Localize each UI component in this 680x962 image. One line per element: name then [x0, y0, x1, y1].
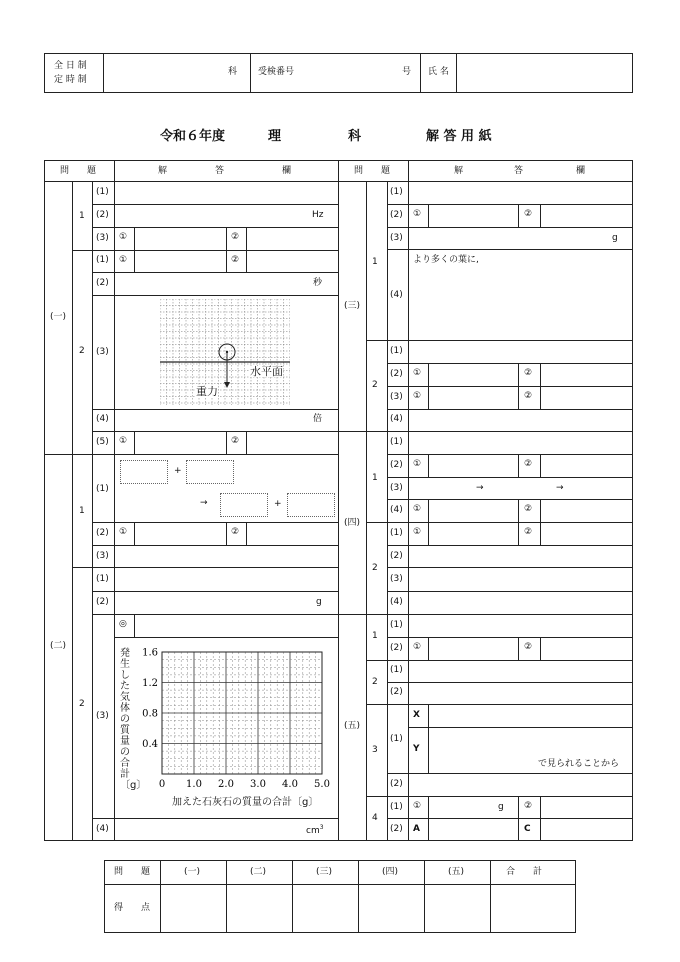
section-1-label: (一) — [50, 312, 67, 322]
q5-3-y-answer[interactable] — [430, 729, 630, 759]
q5-1-2-label: (2) — [390, 643, 403, 653]
name-field[interactable] — [458, 56, 630, 90]
system-zennichi: 全 日 制 — [54, 61, 87, 71]
q5-2-num: 2 — [372, 677, 378, 687]
q3-1-2-answer2[interactable] — [542, 206, 630, 225]
col-kaito-left-3: 欄 — [282, 166, 292, 176]
q4-2-num: 2 — [372, 563, 378, 573]
q4-2-1-label: (1) — [390, 528, 403, 538]
eq-box-2[interactable] — [186, 460, 234, 484]
q4-1-4-answer2[interactable] — [542, 501, 630, 520]
eq-arrow: → — [200, 498, 208, 508]
unit-cm3: $cm^3$ — [306, 824, 324, 836]
q4-1-1-label: (1) — [390, 437, 403, 447]
q3-2-3-label: (3) — [390, 392, 403, 402]
graph-xtick-label: 0 — [158, 779, 166, 790]
score-col-2: (二) — [250, 867, 267, 877]
q1-2-2-answer[interactable] — [116, 274, 306, 293]
q1-2-5-answer1[interactable] — [136, 433, 224, 452]
q5-1-num: 1 — [372, 631, 378, 641]
col-kaito-left-1: 解 — [158, 166, 168, 176]
q4-2-1-mark1: ① — [413, 527, 422, 537]
q4-2-4-label: (4) — [390, 597, 403, 607]
score-cell-1[interactable] — [162, 886, 224, 931]
q3-1-1-label: (1) — [390, 187, 403, 197]
q1-1-num: 1 — [79, 211, 85, 221]
q2-2-3-mark: ◎ — [119, 619, 127, 629]
q2-1-3-answer[interactable] — [116, 547, 336, 566]
q5-2-1-label: (1) — [390, 665, 403, 675]
q5-3-2-label: (2) — [390, 779, 403, 789]
q1-1-1-label: (1) — [96, 187, 109, 197]
q4-1-2-mark1: ① — [413, 459, 422, 469]
q5-4-2-label: (2) — [390, 824, 403, 834]
q5-4-2-c-answer[interactable] — [542, 820, 630, 839]
q4-2-1-mark2: ② — [524, 527, 533, 537]
q4-2-3-answer[interactable] — [410, 569, 630, 589]
q2-2-4-label: (4) — [96, 824, 109, 834]
q5-4-1-answer1[interactable] — [430, 798, 496, 817]
q2-1-2-answer2[interactable] — [248, 524, 336, 543]
q5-3-y-suffix: で見られることから — [538, 759, 620, 769]
score-cell-3[interactable] — [294, 886, 356, 931]
q2-1-2-mark1: ① — [119, 527, 128, 537]
q3-1-num: 1 — [372, 257, 378, 267]
ka-label: 科 — [228, 67, 238, 77]
q5-1-2-mark1: ① — [413, 642, 422, 652]
system-teiji: 定 時 制 — [54, 75, 87, 85]
q3-2-4-answer[interactable] — [410, 411, 630, 429]
q4-1-3-answer[interactable] — [410, 479, 630, 497]
q3-2-2-mark2: ② — [524, 368, 533, 378]
eq-box-1[interactable] — [120, 460, 168, 484]
q3-1-2-mark2: ② — [524, 209, 533, 219]
score-cell-5[interactable] — [426, 886, 488, 931]
score-col-1: (一) — [184, 867, 201, 877]
q5-1-1-label: (1) — [390, 620, 403, 630]
q5-3-2-answer[interactable] — [410, 775, 630, 794]
col-mondai-right: 問 題 — [354, 166, 391, 176]
graph-ytick-label: 0.4 — [142, 739, 158, 750]
eq-box-4[interactable] — [287, 493, 335, 517]
q1-1-3-label: (3) — [96, 233, 109, 243]
q4-2-1-answer1[interactable] — [430, 524, 516, 543]
q5-1-2-answer2[interactable] — [542, 639, 630, 658]
q5-4-1-unit-g: g — [498, 802, 504, 812]
q5-4-2-a-label: A — [413, 824, 420, 834]
q5-3-1-label: (1) — [390, 734, 403, 744]
col-mondai-left: 問 題 — [60, 166, 97, 176]
exam-number-label: 受検番号 — [258, 67, 295, 77]
score-cell-4[interactable] — [360, 886, 422, 931]
q3-1-2-label: (2) — [390, 210, 403, 220]
q5-2-2-answer[interactable] — [410, 684, 630, 703]
q4-2-2-label: (2) — [390, 551, 403, 561]
q1-2-1-mark1: ① — [119, 255, 128, 265]
q4-1-3-arrow1: → — [476, 483, 484, 493]
force-diagram-grid[interactable] — [160, 299, 290, 405]
col-kaito-right-3: 欄 — [576, 166, 586, 176]
q1-2-num: 2 — [79, 346, 85, 356]
q5-4-1-label: (1) — [390, 802, 403, 812]
graph-xlabel: 加えた石灰石の質量の合計〔g〕 — [172, 797, 319, 808]
q4-1-2-label: (2) — [390, 460, 403, 470]
q4-1-2-mark2: ② — [524, 459, 533, 469]
q5-4-num: 4 — [372, 813, 378, 823]
q3-2-4-label: (4) — [390, 414, 403, 424]
score-mondai-label: 問 題 — [114, 867, 151, 877]
graph-ytick-label: 0.8 — [142, 708, 158, 720]
gravity-label: 重力 — [196, 385, 218, 398]
q1-2-5-mark1: ① — [119, 436, 128, 446]
unit-sec: 秒 — [313, 278, 323, 288]
section-4-label: (四) — [344, 518, 361, 528]
q2-2-2-label: (2) — [96, 597, 109, 607]
surface-label: 水平面 — [250, 365, 283, 378]
section-3-label: (三) — [344, 301, 361, 311]
q3-2-1-label: (1) — [390, 346, 403, 356]
score-col-3: (三) — [316, 867, 333, 877]
col-kaito-left-2: 答 — [215, 166, 225, 176]
q5-2-1-answer[interactable] — [410, 662, 630, 681]
exam-number-field[interactable] — [300, 56, 400, 90]
q4-1-2-answer2[interactable] — [542, 456, 630, 475]
q1-1-2-answer[interactable] — [116, 206, 306, 226]
q4-2-1-answer2[interactable] — [542, 524, 630, 543]
q5-4-1-answer2[interactable] — [542, 798, 630, 817]
title-sheet: 解 答 用 紙 — [426, 129, 492, 144]
q3-2-3-answer1[interactable] — [430, 388, 516, 407]
q3-1-2-answer1[interactable] — [430, 206, 516, 225]
q5-1-2-answer1[interactable] — [430, 639, 516, 658]
eq-box-3[interactable] — [220, 493, 268, 517]
q1-2-1-label: (1) — [96, 255, 109, 265]
q2-2-1-label: (1) — [96, 574, 109, 584]
q5-1-2-mark2: ② — [524, 642, 533, 652]
q1-2-5-label: (5) — [96, 437, 109, 447]
q5-4-2-c-label: C — [524, 824, 531, 834]
score-cell-2[interactable] — [228, 886, 290, 931]
q2-2-4-answer[interactable] — [116, 820, 306, 839]
q1-2-4-label: (4) — [96, 414, 109, 424]
q5-4-1-mark2: ② — [524, 801, 533, 811]
q3-2-3-mark1: ① — [413, 391, 422, 401]
graph-xtick-label: 3.0 — [250, 779, 266, 790]
q1-2-1-answer2[interactable] — [248, 252, 336, 270]
q1-2-1-mark2: ② — [231, 255, 240, 265]
q3-2-3-answer2[interactable] — [542, 388, 630, 407]
q2-2-1-answer[interactable] — [116, 569, 336, 589]
q3-2-2-answer2[interactable] — [542, 365, 630, 384]
q4-1-4-label: (4) — [390, 505, 403, 515]
title-subject-ka: 科 — [348, 129, 362, 144]
q1-2-4-answer[interactable] — [116, 411, 306, 429]
q4-1-num: 1 — [372, 473, 378, 483]
col-kaito-right-1: 解 — [454, 166, 464, 176]
section-5-label: (五) — [344, 721, 361, 731]
unit-times: 倍 — [313, 414, 323, 424]
q3-1-1-answer[interactable] — [410, 183, 630, 203]
q5-3-num: 3 — [372, 745, 378, 755]
q4-2-4-answer[interactable] — [410, 593, 630, 612]
score-total-label: 合 計 — [506, 867, 543, 877]
q2-1-3-label: (3) — [96, 551, 109, 561]
q2-1-2-answer1[interactable] — [136, 524, 224, 543]
q5-4-1-mark1: ① — [413, 801, 422, 811]
q5-1-1-answer[interactable] — [410, 616, 630, 635]
go-label: 号 — [402, 67, 412, 77]
q4-1-3-arrow2: → — [556, 483, 564, 493]
q4-2-3-label: (3) — [390, 574, 403, 584]
q3-2-2-answer1[interactable] — [430, 365, 516, 384]
q1-1-3-mark2: ② — [231, 232, 240, 242]
q2-2-3-label: (3) — [96, 711, 109, 721]
q3-2-3-mark2: ② — [524, 391, 533, 401]
q5-3-x-answer[interactable] — [430, 706, 630, 725]
name-label: 氏 名 — [428, 67, 449, 77]
score-tokuten-label: 得 点 — [114, 903, 151, 913]
q2-1-2-label: (2) — [96, 528, 109, 538]
q3-1-3-label: (3) — [390, 233, 403, 243]
unit-hz: Hz — [312, 210, 324, 220]
q2-1-2-mark2: ② — [231, 527, 240, 537]
q1-1-3-answer1[interactable] — [136, 229, 224, 248]
q2-1-num: 1 — [79, 506, 85, 516]
graph-xtick-label: 4.0 — [282, 779, 298, 790]
col-kaito-right-2: 答 — [514, 166, 524, 176]
eq-plus-1: + — [174, 466, 182, 476]
q4-1-2-answer1[interactable] — [430, 456, 516, 475]
q1-1-1-answer[interactable] — [116, 183, 336, 203]
unit-g-right: g — [612, 233, 618, 243]
graph-xtick-label: 2.0 — [218, 779, 234, 790]
q1-1-2-label: (2) — [96, 210, 109, 220]
q3-2-1-answer[interactable] — [410, 342, 630, 362]
title-year: 令和６年度 — [160, 129, 226, 144]
section-2-label: (二) — [50, 641, 67, 651]
q1-1-3-mark1: ① — [119, 232, 128, 242]
q5-3-y-label: Y — [413, 744, 420, 754]
q1-2-3-label: (3) — [96, 347, 109, 357]
q3-1-4-label: (4) — [390, 290, 403, 300]
q2-2-2-answer[interactable] — [116, 593, 312, 612]
q1-1-3-answer2[interactable] — [248, 229, 336, 248]
q5-2-2-label: (2) — [390, 687, 403, 697]
graph-ytick-label: 1.6 — [142, 647, 158, 659]
q1-2-2-label: (2) — [96, 278, 109, 288]
graph-ylabel: 発生した気体の質量の合計〔g〕 — [120, 648, 147, 791]
unit-g-left: g — [316, 597, 322, 607]
q3-2-2-label: (2) — [390, 369, 403, 379]
q4-1-3-label: (3) — [390, 483, 403, 493]
q3-1-3-answer[interactable] — [410, 229, 606, 247]
score-cell-total[interactable] — [492, 886, 573, 931]
title-subject-ri: 理 — [268, 129, 282, 144]
q3-2-num: 2 — [372, 380, 378, 390]
graph-ytick-label: 1.2 — [142, 678, 158, 689]
q1-2-5-answer2[interactable] — [248, 433, 336, 452]
score-col-5: (五) — [448, 867, 465, 877]
q5-3-x-label: X — [413, 710, 420, 720]
gas-mass-graph[interactable] — [134, 644, 338, 814]
q2-2-num: 2 — [79, 699, 85, 709]
graph-xtick-label: 1.0 — [186, 779, 202, 790]
q3-1-4-answer[interactable] — [410, 268, 630, 338]
q2-1-1-label: (1) — [96, 484, 109, 494]
graph-xtick-label: 5.0 — [314, 779, 330, 790]
score-col-4: (四) — [382, 867, 399, 877]
q4-1-4-mark1: ① — [413, 504, 422, 514]
q4-1-4-answer1[interactable] — [430, 501, 516, 520]
q3-2-2-mark1: ① — [413, 368, 422, 378]
q5-4-2-a-answer[interactable] — [430, 820, 516, 839]
q1-2-5-mark2: ② — [231, 436, 240, 446]
q3-1-2-mark1: ① — [413, 209, 422, 219]
q1-2-1-answer1[interactable] — [136, 252, 224, 270]
eq-plus-2: + — [274, 499, 282, 509]
q3-1-4-prompt: より多くの葉に, — [413, 255, 479, 265]
q2-2-3-answer[interactable] — [136, 616, 336, 635]
q4-2-2-answer[interactable] — [410, 547, 630, 566]
q4-1-4-mark2: ② — [524, 504, 533, 514]
q4-1-1-answer[interactable] — [410, 433, 630, 453]
